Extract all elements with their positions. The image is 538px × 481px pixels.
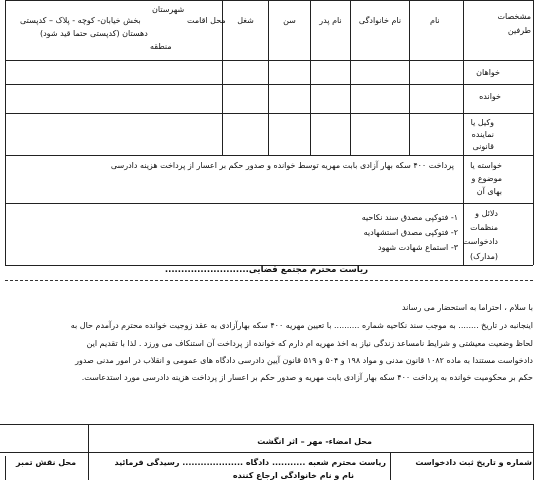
letter-paragraph-line: حکم بر محکومیت خوانده به پرداخت ۴۰۰ سکه بهار آزادی بابت مهریه و صدور حکم بر اعسار از پرداخت هزینه دادرسی مورد استدعاست. — [81, 373, 533, 382]
residence-line4: منطقه — [150, 42, 172, 51]
letter-title: ریاست محترم مجتمع قضایی.......................... — [164, 265, 368, 275]
lawyer-label-1: وکیل یا — [470, 118, 494, 127]
branch-head-line: ریاست محترم شعبه ........... دادگاه .................... رسیدگی فرمائید — [114, 458, 386, 467]
recipient-name-line: نام و نام خانوادگی ارجاع کننده — [232, 471, 354, 480]
defendant-label: خوانده — [479, 92, 501, 101]
title-divider — [5, 280, 533, 281]
parties-spec-header: مشخصات طرفین — [497, 12, 531, 35]
letter-paragraph-line: دادخواست مستندا به ماده ۱۰۸۲ قانون مدنی و مواد ۱۹۸ و ۵۰۴ و ۵۱۹ قانون آیین دادرسی دادگاه های عمومی و انقلاب در امور مدنی صدور — [75, 356, 533, 365]
evidence-label-4: (مدارک) — [470, 252, 498, 261]
request-label-3: بهای آن — [476, 187, 502, 196]
request-label-2: موضوع و — [471, 174, 502, 183]
letter-paragraph-line: اینجانبه در تاریخ ........ به موجب سند نکاحیه شماره .......... با تعیین مهریه ۴۰۰ سکه بهارآزادی به عقد زوجیت خوانده محترم درآمدم حال به — [70, 321, 533, 330]
evidence-label-1: دلائل و — [475, 209, 498, 218]
residence-line2: بخش خیابان- کوچه - پلاک – کدپستی — [20, 16, 141, 25]
last-name-header: نام خانوادگی — [358, 16, 402, 25]
first-name-header: نام — [430, 16, 440, 25]
request-label-1: خواسته یا — [470, 161, 502, 170]
registration-label: شماره و تاریخ ثبت دادخواست — [415, 458, 532, 467]
lawyer-label-2: نماینده — [471, 130, 494, 139]
letter-greeting: با سلام ، احتراما به استحضار می رساند — [401, 303, 533, 312]
residence-line1: شهرستان — [152, 5, 185, 14]
evidence-item: ۱- فتوکپی مصدق سند نکاحیه — [361, 213, 458, 222]
residence-line3: دهستان (کدپستی حتما قید شود) — [40, 29, 148, 38]
age-header: سن — [283, 16, 296, 25]
evidence-label-2: منظمات — [470, 223, 498, 232]
evidence-item: ۲- فتوکپی مصدق استشهادیه — [363, 228, 458, 237]
job-header: شغل — [237, 16, 254, 25]
request-text: پرداخت ۴۰۰ سکه بهار آزادی بابت مهریه توسط خوانده و صدور حکم بر اعسار از پرداخت هزینه دادرسی — [110, 161, 454, 170]
father-name-header: نام پدر — [319, 16, 342, 25]
letter-paragraph-line: لحاظ وضعیت معیشتی و شرایط نامساعد زندگی نیاز به اخذ مهریه ام دارم که خوانده از پرداخت آن استنکاف می ورزد . لذا با تقدیم این — [86, 339, 533, 348]
evidence-label-3: دادخواست — [462, 237, 498, 246]
stamp-place: محل نقش تمبر — [16, 458, 77, 467]
evidence-item: ۳- استماع شهادت شهود — [378, 243, 458, 252]
residence-header: محل اقامت — [187, 16, 226, 25]
signature-place: محل امضاء- مهر – اثر انگشت — [257, 437, 372, 446]
footer-mid-line — [0, 452, 534, 453]
plaintiff-label: خواهان — [476, 68, 500, 77]
lawyer-label-3: قانونی — [472, 142, 494, 151]
footer-top-line — [0, 424, 534, 425]
